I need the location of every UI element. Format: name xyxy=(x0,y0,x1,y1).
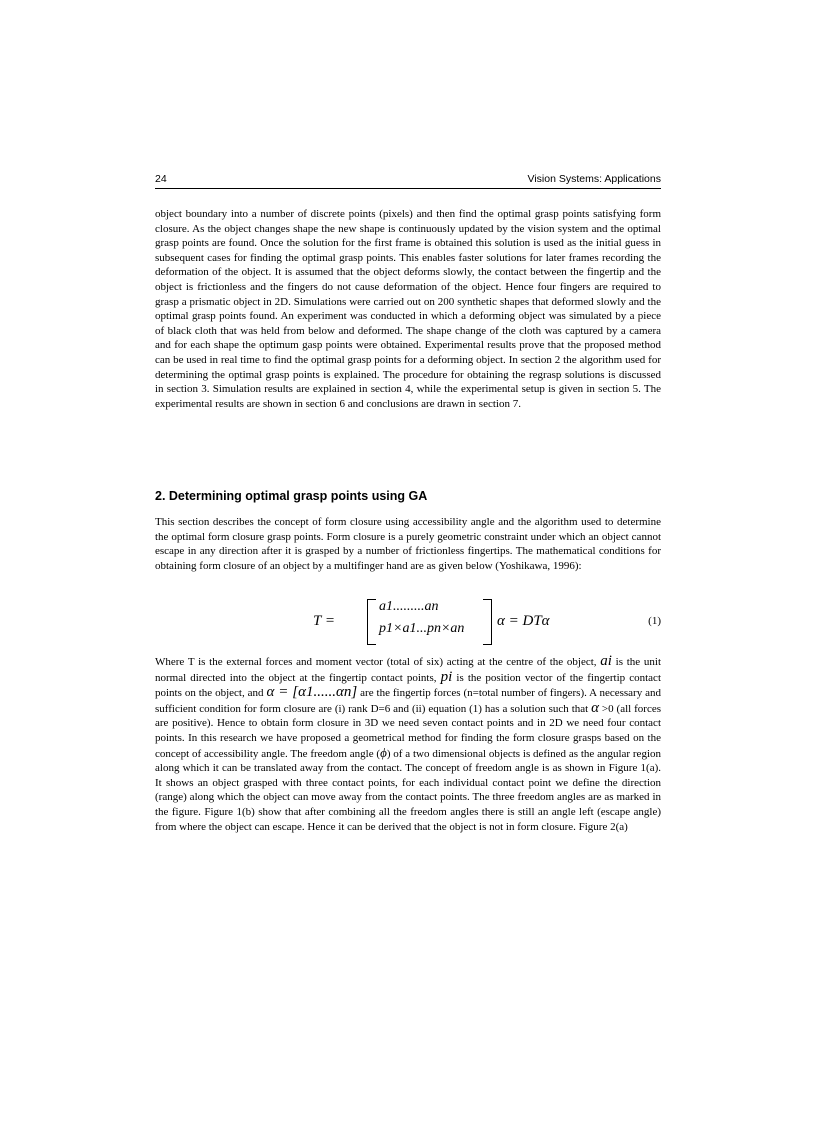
equation-number: (1) xyxy=(648,615,661,627)
paragraph-intro-continued: object boundary into a number of discrete points (pixels) and then find the optimal grasp points satisfying form closure. As the object changes shape the new shape is continuously updated by the vision system and the optimal grasp points are found. Once the solution for the first frame is obtained this solution is used as the initial guess in subsequent cases for finding the optimal grasp points. This enables faster solutions for later frames recording the deformation of the object. It is assumed that the object deforms slowly, the contact between the fingertip and the object is frictionless and the fingers do not cause deformation of the object. Hence four fingers are required to grasp a prismatic object in 2D. Simulations were carried out on 200 synthetic shapes that deformed slowly and the optimal grasp points found. An experiment was conducted in which a deforming object was simulated by a piece of black cloth that was held from below and deformed. The shape change of the cloth was captured by a camera and for each shape the optimum gasp points were obtained. Experimental results prove that the proposed method can be used in real time to find the optimal grasp points for a deforming object. In section 2 the algorithm used for determining the optimal grasp points is explained. The procedure for obtaining the regrasp solutions is discussed in section 3. Simulation results are explained in section 4, while the experimental setup is given in section 5. The experimental results are shown in section 6 and conclusions are drawn in section 7. xyxy=(155,208,661,410)
page-header xyxy=(155,173,661,187)
symbol-alpha: α xyxy=(591,699,599,716)
text-segment: Where T is the external forces and moment vector (total of six) acting at the centre of the object, xyxy=(155,656,601,668)
matrix-row-1: a1.........an xyxy=(379,599,439,614)
section-heading: 2. Determining optimal grasp points using GA xyxy=(155,489,428,503)
symbol-pi: pi xyxy=(440,668,453,685)
matrix-left-bracket xyxy=(367,599,376,645)
paragraph-freedom-angle xyxy=(155,654,661,834)
symbol-phi: ϕ xyxy=(380,744,387,760)
equation-1 xyxy=(155,597,661,647)
matrix-row-2: p1×a1...pn×an xyxy=(379,621,465,636)
text-segment: is the unit normal directed into the object at the fingertip contact points, xyxy=(155,656,662,684)
header-rule xyxy=(155,188,661,189)
text-segment: >0 (all forces are positive). Hence to obtain form closure in 3D we need seven contact points and in 2D we need four contact points. In this research we have proposed a geometrical method for finding the form closure grasps based on the concept of accessibility angle. The freedom angle ( xyxy=(155,702,661,760)
matrix-right-bracket xyxy=(483,599,492,645)
running-title: Vision Systems: Applications xyxy=(527,173,661,185)
paragraph-form-closure: This section describes the concept of form closure using accessibility angle and the algorithm used to determine the optimal form closure grasp points. Form closure is a purely geometric constraint under which an object cannot escape in any direction after it is grasped by a number of frictionless fingertips. The mathematical conditions for obtaining form closure of an object by a multifinger hand are as given below (Yoshikawa, 1996): xyxy=(155,516,661,572)
equation-lhs: T = xyxy=(313,613,335,629)
text-segment: is the position vector of the fingertip contact points on the object, and xyxy=(155,671,662,700)
symbol-ai: ai xyxy=(600,653,612,669)
text-segment: are the fingertip forces (n=total number of fingers). A necessary and sufficient condition for form closure are (i) rank D=6 and (ii) equation (1) has a solution such that xyxy=(155,687,662,715)
symbol-alpha-vector: α = [α1......αn] xyxy=(266,684,358,701)
text-segment: ) of a two dimensional objects is defined as the angular region along which it can be translated away from the contact. The concept of freedom angle is as shown in Figure 1(a). It shows an object grasped with three contact points, for each individual contact point we define the direction (range) along which the object can move away from the contact points. The three freedom angles are as marked in the figure. Figure 1(b) show that after combining all the freedom angles there is still an angle left (escape angle) from where the object can escape. Hence it can be derived that the object is not in form closure. Figure 2(a) xyxy=(155,747,661,833)
equation-rhs: α = DTα xyxy=(497,613,550,629)
page-number: 24 xyxy=(155,173,167,185)
